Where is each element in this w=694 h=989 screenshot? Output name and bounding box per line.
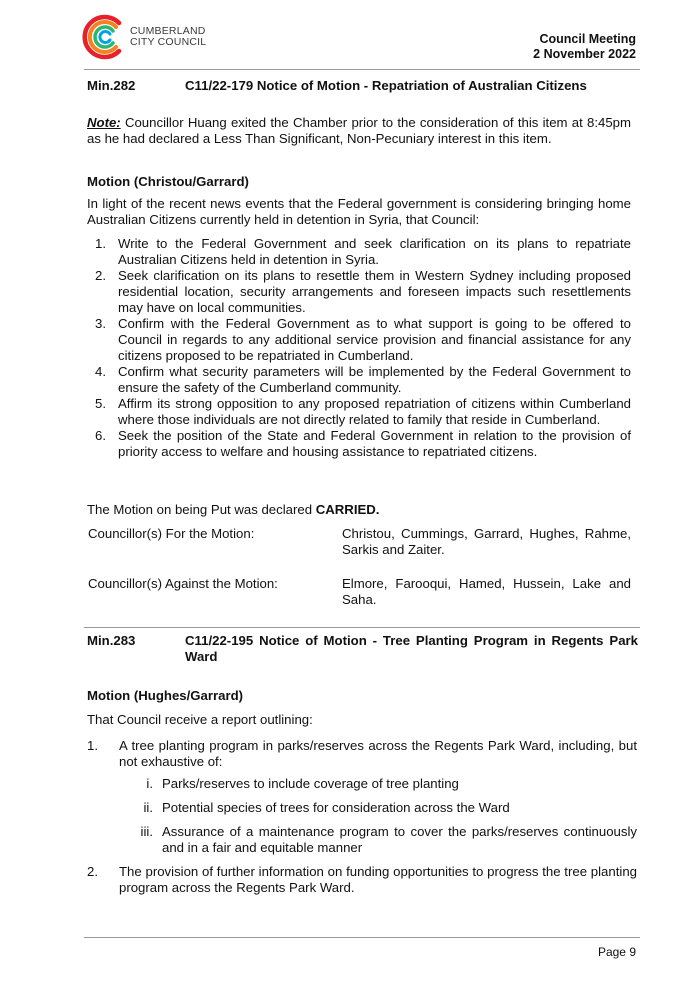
- list-item: ii. Potential species of trees for consideration across the Ward: [143, 800, 510, 815]
- section-rule: [84, 627, 640, 628]
- list-item: 6. Seek the position of the State and Federal Government in relation to the provision of priority access to welfare and housing assistance to repatriated citizens.: [95, 428, 631, 459]
- note-text: Councillor Huang exited the Chamber prior to the consideration of this item at 8:45pm as he had declared a Less Than Significant, Non-Pecuniary interest in this item.: [87, 115, 631, 146]
- council-logo-icon: [80, 14, 126, 60]
- motion-list: [87, 236, 631, 460]
- list-item: 4. Confirm what security parameters will be implemented by the Federal Government to ensure the safety of the Cumberland community.: [95, 364, 631, 395]
- list-item: 1. Write to the Federal Government and seek clarification on its plans to repatriate Australian Citizens held in detention in Syria.: [95, 236, 631, 267]
- against-names: Elmore, Farooqui, Hamed, Hussein, Lake and Saha.: [342, 576, 631, 607]
- motion-intro: That Council receive a report outlining:: [87, 712, 313, 727]
- motion-heading: Motion (Christou/Garrard): [87, 174, 249, 189]
- motion-heading: Motion (Hughes/Garrard): [87, 688, 244, 703]
- motion-intro: In light of the recent news events that the Federal government is considering bringing home Australian Citizens currently held in detention in Syria, that Council:: [87, 196, 631, 227]
- minute-number: Min.283: [87, 633, 136, 648]
- page-number: Page 9: [597, 945, 636, 959]
- list-item: 3. Confirm with the Federal Government as to what support is going to be offered to Council in regards to any additional service provision and financial assistance for any citizens proposed to be repatriated in Cumberland.: [95, 316, 631, 363]
- header-rule: [84, 69, 640, 70]
- minute-number: Min.282: [87, 78, 136, 93]
- against-label: Councillor(s) Against the Motion:: [88, 576, 278, 591]
- logo-text: CUMBERLAND CITY COUNCIL: [130, 25, 207, 48]
- list-item: 1. A tree planting program in parks/reserves across the Regents Park Ward, including, but not exhaustive of: i. Parks/reserves to include coverage of tree planting ii. Potential species of trees for consideration across the Ward iii. Assurance of a maintenance program to cover the parks/reserves continuously and in a fair and equitable manner: [87, 738, 637, 855]
- list-item: i. Parks/reserves to include coverage of tree planting: [146, 776, 459, 791]
- meeting-date: 2 November 2022: [533, 47, 636, 61]
- minute-title: C11/22-195 Notice of Motion - Tree Planting Program in Regents Park Ward: [185, 633, 638, 664]
- for-names: Christou, Cummings, Garrard, Hughes, Rahme, Sarkis and Zaiter.: [342, 526, 631, 557]
- meeting-title: Council Meeting: [539, 32, 636, 46]
- motion-result: The Motion on being Put was declared CARRIED.: [87, 502, 380, 517]
- result-status: CARRIED.: [315, 502, 380, 517]
- report-list: [87, 738, 637, 896]
- note-label: Note:: [87, 115, 121, 130]
- list-item: 5. Affirm its strong opposition to any proposed repatriation of citizens within Cumberland where those individuals are not directly related to family that reside in Cumberland.: [95, 396, 631, 427]
- footer-rule: [84, 937, 640, 938]
- list-item: iii. Assurance of a maintenance program to cover the parks/reserves continuously and in a fair and equitable manner: [140, 824, 637, 855]
- sub-list: [119, 776, 637, 856]
- list-item: 2. Seek clarification on its plans to resettle them in Western Sydney including proposed residential location, security arrangements and foreseen impacts such resettlements may have on local communities.: [95, 268, 631, 315]
- minute-title: C11/22-179 Notice of Motion - Repatriation of Australian Citizens: [185, 78, 587, 93]
- list-item: 2. The provision of further information on funding opportunities to progress the tree planting program across the Regents Park Ward.: [87, 864, 637, 895]
- note-paragraph: [87, 115, 631, 147]
- meeting-header: [533, 32, 636, 62]
- for-label: Councillor(s) For the Motion:: [88, 526, 255, 541]
